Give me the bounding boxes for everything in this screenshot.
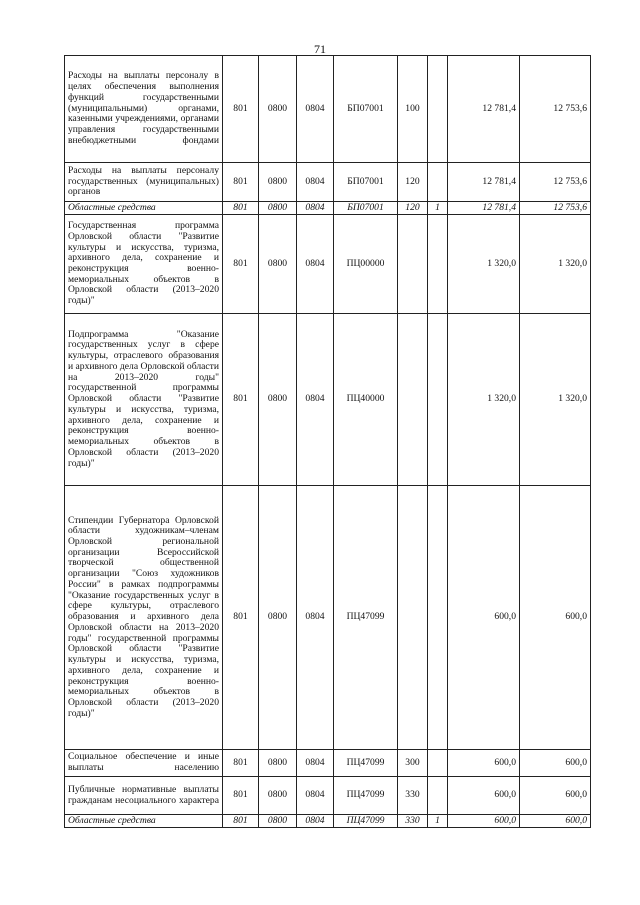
row-description: Государственная программа Орловской области "Развитие культуры и искусства, туризма, архивного дела, сохранение и реконструкция военно-мемориальных объектов в Орловской области (2013–2020 годы)" xyxy=(65,215,223,314)
source-code: 1 xyxy=(428,202,448,215)
target-code: БП07001 xyxy=(334,202,398,215)
expense-type-code: 120 xyxy=(398,163,428,202)
subsection-code: 0804 xyxy=(297,750,334,777)
amount-year-2: 12 753,6 xyxy=(520,56,591,163)
row-description: Стипендии Губернатора Орловской области художникам–членам Орловской региональной организации Всероссийской творческой общественной организации "Союз художников России" в рамках подпрограммы "Оказание государственных услуг в сфере культуры, отраслевого образования и архивного дела Орловской области на 2013–2020 годы" государственной программы Орловской области "Развитие культуры и искусства, туризма, архивного дела, сохранение и реконструкция военно-мемориальных объектов в Орловской области (2013–2020 годы)" xyxy=(65,486,223,750)
ministry-code: 801 xyxy=(223,486,259,750)
amount-year-2: 12 753,6 xyxy=(520,163,591,202)
amount-year-1: 12 781,4 xyxy=(448,202,520,215)
section-code: 0800 xyxy=(259,750,297,777)
row-description: Областные средства xyxy=(65,202,223,215)
amount-year-1: 1 320,0 xyxy=(448,314,520,486)
source-code xyxy=(428,163,448,202)
subsection-code: 0804 xyxy=(297,202,334,215)
row-description: Областные средства xyxy=(65,815,223,828)
expense-type-code: 330 xyxy=(398,815,428,828)
table-row xyxy=(65,56,591,163)
row-description: Расходы на выплаты персоналу государственных (муниципальных) органов xyxy=(65,163,223,202)
source-code xyxy=(428,750,448,777)
page-number: 71 xyxy=(314,42,326,56)
target-code: ПЦ00000 xyxy=(334,215,398,314)
amount-year-1: 600,0 xyxy=(448,750,520,777)
expense-type-code: 330 xyxy=(398,777,428,815)
ministry-code: 801 xyxy=(223,202,259,215)
table-row xyxy=(65,215,591,314)
expense-type-code: 100 xyxy=(398,56,428,163)
table-row xyxy=(65,202,591,215)
section-code: 0800 xyxy=(259,486,297,750)
subsection-code: 0804 xyxy=(297,777,334,815)
subsection-code: 0804 xyxy=(297,314,334,486)
table-row xyxy=(65,314,591,486)
subsection-code: 0804 xyxy=(297,215,334,314)
row-description: Социальное обеспечение и иные выплаты населению xyxy=(65,750,223,777)
row-description: Подпрограмма "Оказание государственных услуг в сфере культуры, отраслевого образования и архивного дела Орловской области на 2013–2020 годы" государственной программы Орловской области "Развитие культуры и искусства, туризма, архивного дела, сохранение и реконструкция военно-мемориальных объектов в Орловской области (2013–2020 годы)" xyxy=(65,314,223,486)
amount-year-1: 600,0 xyxy=(448,486,520,750)
ministry-code: 801 xyxy=(223,215,259,314)
section-code: 0800 xyxy=(259,215,297,314)
section-code: 0800 xyxy=(259,56,297,163)
source-code xyxy=(428,486,448,750)
table-row xyxy=(65,486,591,750)
ministry-code: 801 xyxy=(223,777,259,815)
source-code xyxy=(428,56,448,163)
amount-year-2: 600,0 xyxy=(520,750,591,777)
section-code: 0800 xyxy=(259,777,297,815)
table-row xyxy=(65,777,591,815)
target-code: ПЦ47099 xyxy=(334,815,398,828)
section-code: 0800 xyxy=(259,815,297,828)
section-code: 0800 xyxy=(259,202,297,215)
source-code xyxy=(428,777,448,815)
amount-year-2: 600,0 xyxy=(520,777,591,815)
row-description: Публичные нормативные выплаты гражданам несоциального характера xyxy=(65,777,223,815)
expense-type-code: 120 xyxy=(398,202,428,215)
budget-table xyxy=(64,55,591,828)
ministry-code: 801 xyxy=(223,314,259,486)
subsection-code: 0804 xyxy=(297,815,334,828)
subsection-code: 0804 xyxy=(297,163,334,202)
row-description: Расходы на выплаты персоналу в целях обеспечения выполнения функций государственными (муниципальными) органами, казенными учреждениями, органами управления государственными внебюджетными фондами xyxy=(65,56,223,163)
amount-year-1: 12 781,4 xyxy=(448,163,520,202)
amount-year-2: 600,0 xyxy=(520,815,591,828)
target-code: БП07001 xyxy=(334,56,398,163)
amount-year-2: 12 753,6 xyxy=(520,202,591,215)
target-code: БП07001 xyxy=(334,163,398,202)
ministry-code: 801 xyxy=(223,750,259,777)
expense-type-code: 300 xyxy=(398,750,428,777)
target-code: ПЦ47099 xyxy=(334,750,398,777)
ministry-code: 801 xyxy=(223,163,259,202)
subsection-code: 0804 xyxy=(297,56,334,163)
amount-year-2: 1 320,0 xyxy=(520,215,591,314)
ministry-code: 801 xyxy=(223,815,259,828)
table-row xyxy=(65,163,591,202)
target-code: ПЦ47099 xyxy=(334,777,398,815)
table-row xyxy=(65,815,591,828)
section-code: 0800 xyxy=(259,314,297,486)
table-row xyxy=(65,750,591,777)
amount-year-2: 600,0 xyxy=(520,486,591,750)
source-code xyxy=(428,314,448,486)
target-code: ПЦ40000 xyxy=(334,314,398,486)
ministry-code: 801 xyxy=(223,56,259,163)
source-code xyxy=(428,215,448,314)
target-code: ПЦ47099 xyxy=(334,486,398,750)
amount-year-1: 1 320,0 xyxy=(448,215,520,314)
amount-year-1: 600,0 xyxy=(448,815,520,828)
amount-year-1: 12 781,4 xyxy=(448,56,520,163)
expense-type-code xyxy=(398,314,428,486)
expense-type-code xyxy=(398,486,428,750)
amount-year-1: 600,0 xyxy=(448,777,520,815)
expense-type-code xyxy=(398,215,428,314)
amount-year-2: 1 320,0 xyxy=(520,314,591,486)
source-code: 1 xyxy=(428,815,448,828)
section-code: 0800 xyxy=(259,163,297,202)
subsection-code: 0804 xyxy=(297,486,334,750)
